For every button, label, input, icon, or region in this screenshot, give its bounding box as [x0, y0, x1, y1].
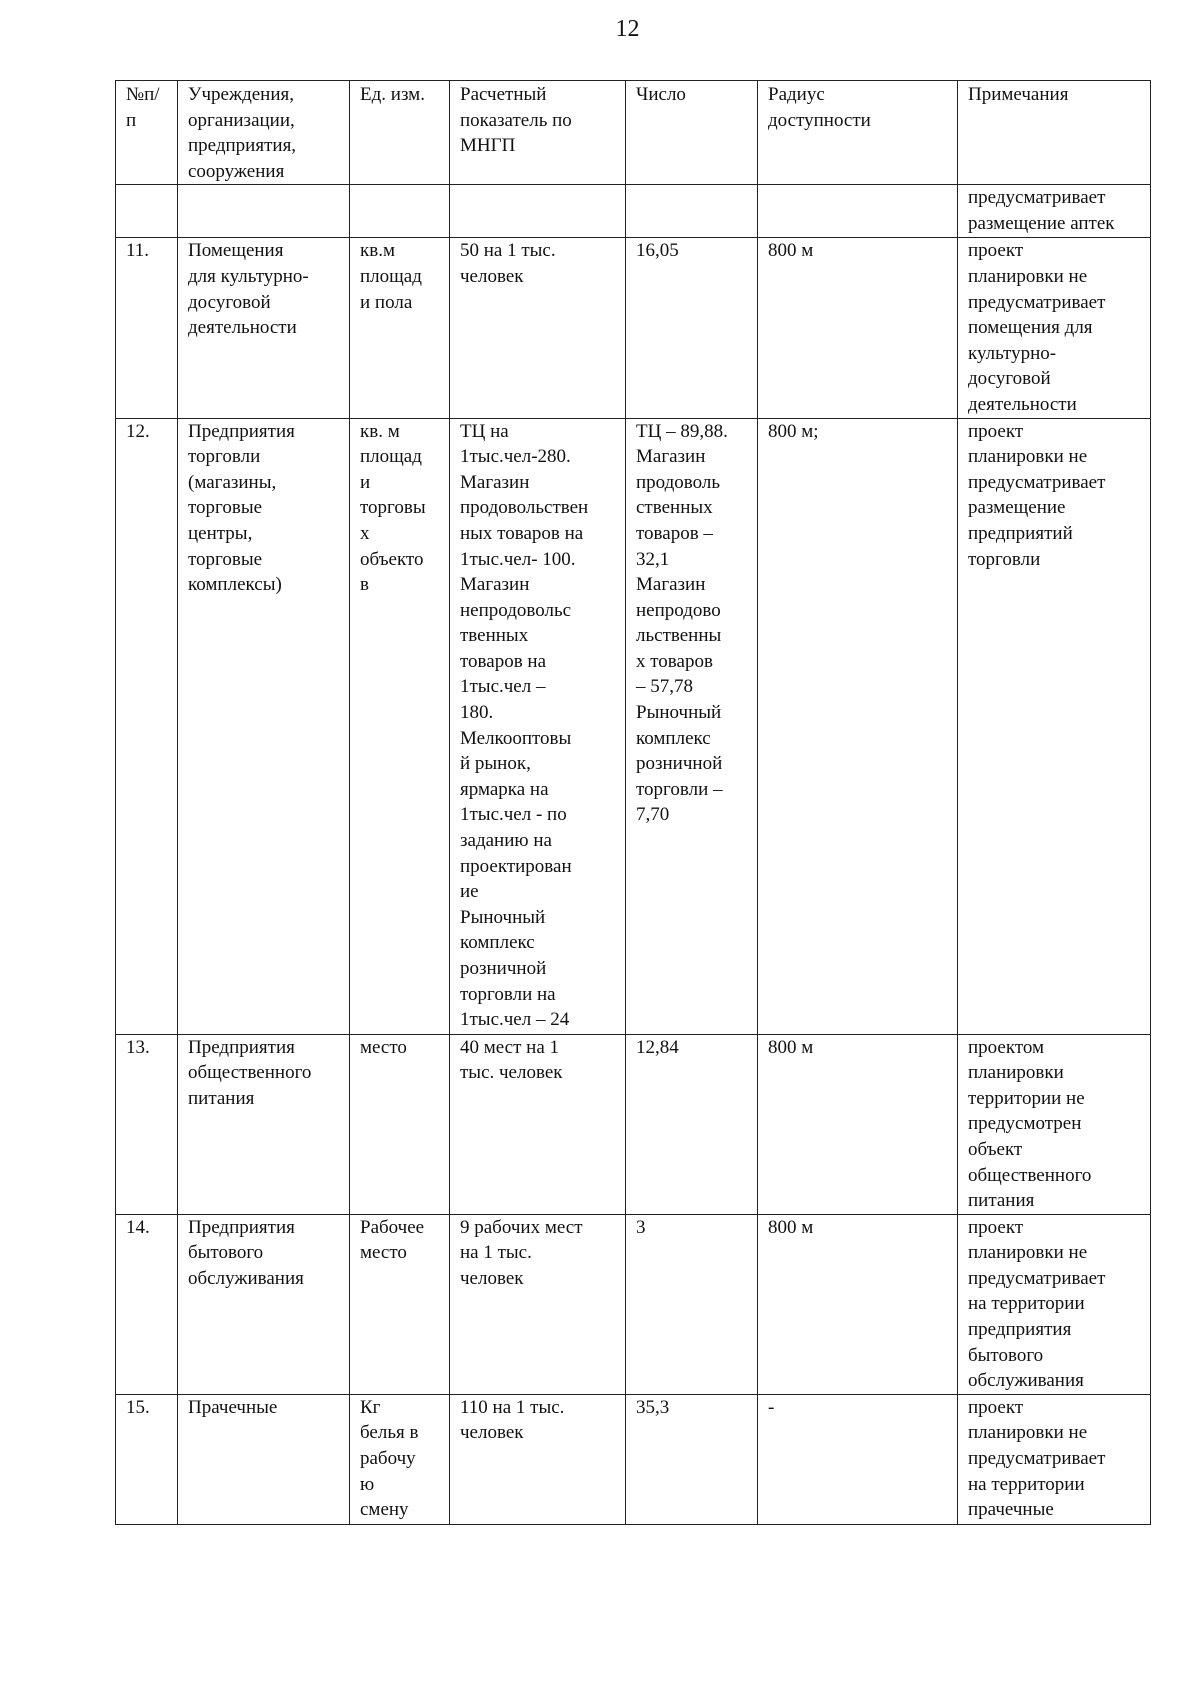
cell-count: 16,05: [626, 238, 758, 418]
cell-radius: 800 м: [758, 1034, 958, 1214]
cell-unit: Рабочее место: [350, 1214, 450, 1394]
cell-unit: Кг белья в рабочу ю смену: [350, 1394, 450, 1524]
cell-notes: проект планировки не предусматривает на территории прачечные: [958, 1394, 1151, 1524]
cell-unit: кв. м площад и торговы х объекто в: [350, 418, 450, 1034]
table-row: [116, 1214, 1151, 1394]
page-number: 12: [615, 16, 640, 42]
table-row: [116, 418, 1151, 1034]
cell-unit: место: [350, 1034, 450, 1214]
table-row: [116, 1394, 1151, 1524]
cell-notes: проект планировки не предусматривает размещение предприятий торговли: [958, 418, 1151, 1034]
cell-unit: [350, 185, 450, 238]
cell-count: 3: [626, 1214, 758, 1394]
cell-indicator: 110 на 1 тыс. человек: [450, 1394, 626, 1524]
cell-indicator: 40 мест на 1 тыс. человек: [450, 1034, 626, 1214]
cell-indicator: 50 на 1 тыс. человек: [450, 238, 626, 418]
cell-number: 11.: [116, 238, 178, 418]
header-radius: Радиус доступности: [758, 81, 958, 185]
cell-unit: кв.м площад и пола: [350, 238, 450, 418]
cell-indicator: 9 рабочих мест на 1 тыс. человек: [450, 1214, 626, 1394]
cell-indicator: [450, 185, 626, 238]
cell-notes: проект планировки не предусматривает помещения для культурно- досуговой деятельности: [958, 238, 1151, 418]
cell-number: 12.: [116, 418, 178, 1034]
cell-indicator: ТЦ на 1тыс.чел-280. Магазин продовольствен ных товаров на 1тыс.чел- 100. Магазин непродовольс твенных товаров на 1тыс.чел – 180. Мелкооптовы й рынок, ярмарка на 1тыс.чел - по заданию на проектирован ие Рыночный комплекс розничной торговли на 1тыс.чел – 24: [450, 418, 626, 1034]
table-row: [116, 238, 1151, 418]
header-unit: Ед. изм.: [350, 81, 450, 185]
cell-count: [626, 185, 758, 238]
cell-institution: Предприятия бытового обслуживания: [178, 1214, 350, 1394]
table-row: [116, 185, 1151, 238]
cell-radius: 800 м: [758, 238, 958, 418]
cell-notes: проектом планировки территории не предусмотрен объект общественного питания: [958, 1034, 1151, 1214]
cell-radius: 800 м: [758, 1214, 958, 1394]
cell-institution: Помещения для культурно- досуговой деятельности: [178, 238, 350, 418]
header-institutions: Учреждения, организации, предприятия, сооружения: [178, 81, 350, 185]
cell-count: 35,3: [626, 1394, 758, 1524]
header-notes: Примечания: [958, 81, 1151, 185]
cell-count: 12,84: [626, 1034, 758, 1214]
table-row: [116, 1034, 1151, 1214]
cell-institution: Предприятия общественного питания: [178, 1034, 350, 1214]
header-count: Число: [626, 81, 758, 185]
header-calc-indicator: Расчетный показатель по МНГП: [450, 81, 626, 185]
cell-radius: -: [758, 1394, 958, 1524]
table-header-row: [116, 81, 1151, 185]
cell-notes: проект планировки не предусматривает на территории предприятия бытового обслуживания: [958, 1214, 1151, 1394]
header-number: №п/ п: [116, 81, 178, 185]
cell-institution: Прачечные: [178, 1394, 350, 1524]
facilities-table: [115, 80, 1151, 1525]
cell-notes: предусматривает размещение аптек: [958, 185, 1151, 238]
cell-institution: [178, 185, 350, 238]
cell-number: 13.: [116, 1034, 178, 1214]
cell-number: 15.: [116, 1394, 178, 1524]
cell-radius: [758, 185, 958, 238]
cell-number: [116, 185, 178, 238]
cell-institution: Предприятия торговли (магазины, торговые центры, торговые комплексы): [178, 418, 350, 1034]
cell-count: ТЦ – 89,88. Магазин продоволь ственных товаров – 32,1 Магазин непродово льственны х товаров – 57,78 Рыночный комплекс розничной торговли – 7,70: [626, 418, 758, 1034]
cell-number: 14.: [116, 1214, 178, 1394]
cell-radius: 800 м;: [758, 418, 958, 1034]
